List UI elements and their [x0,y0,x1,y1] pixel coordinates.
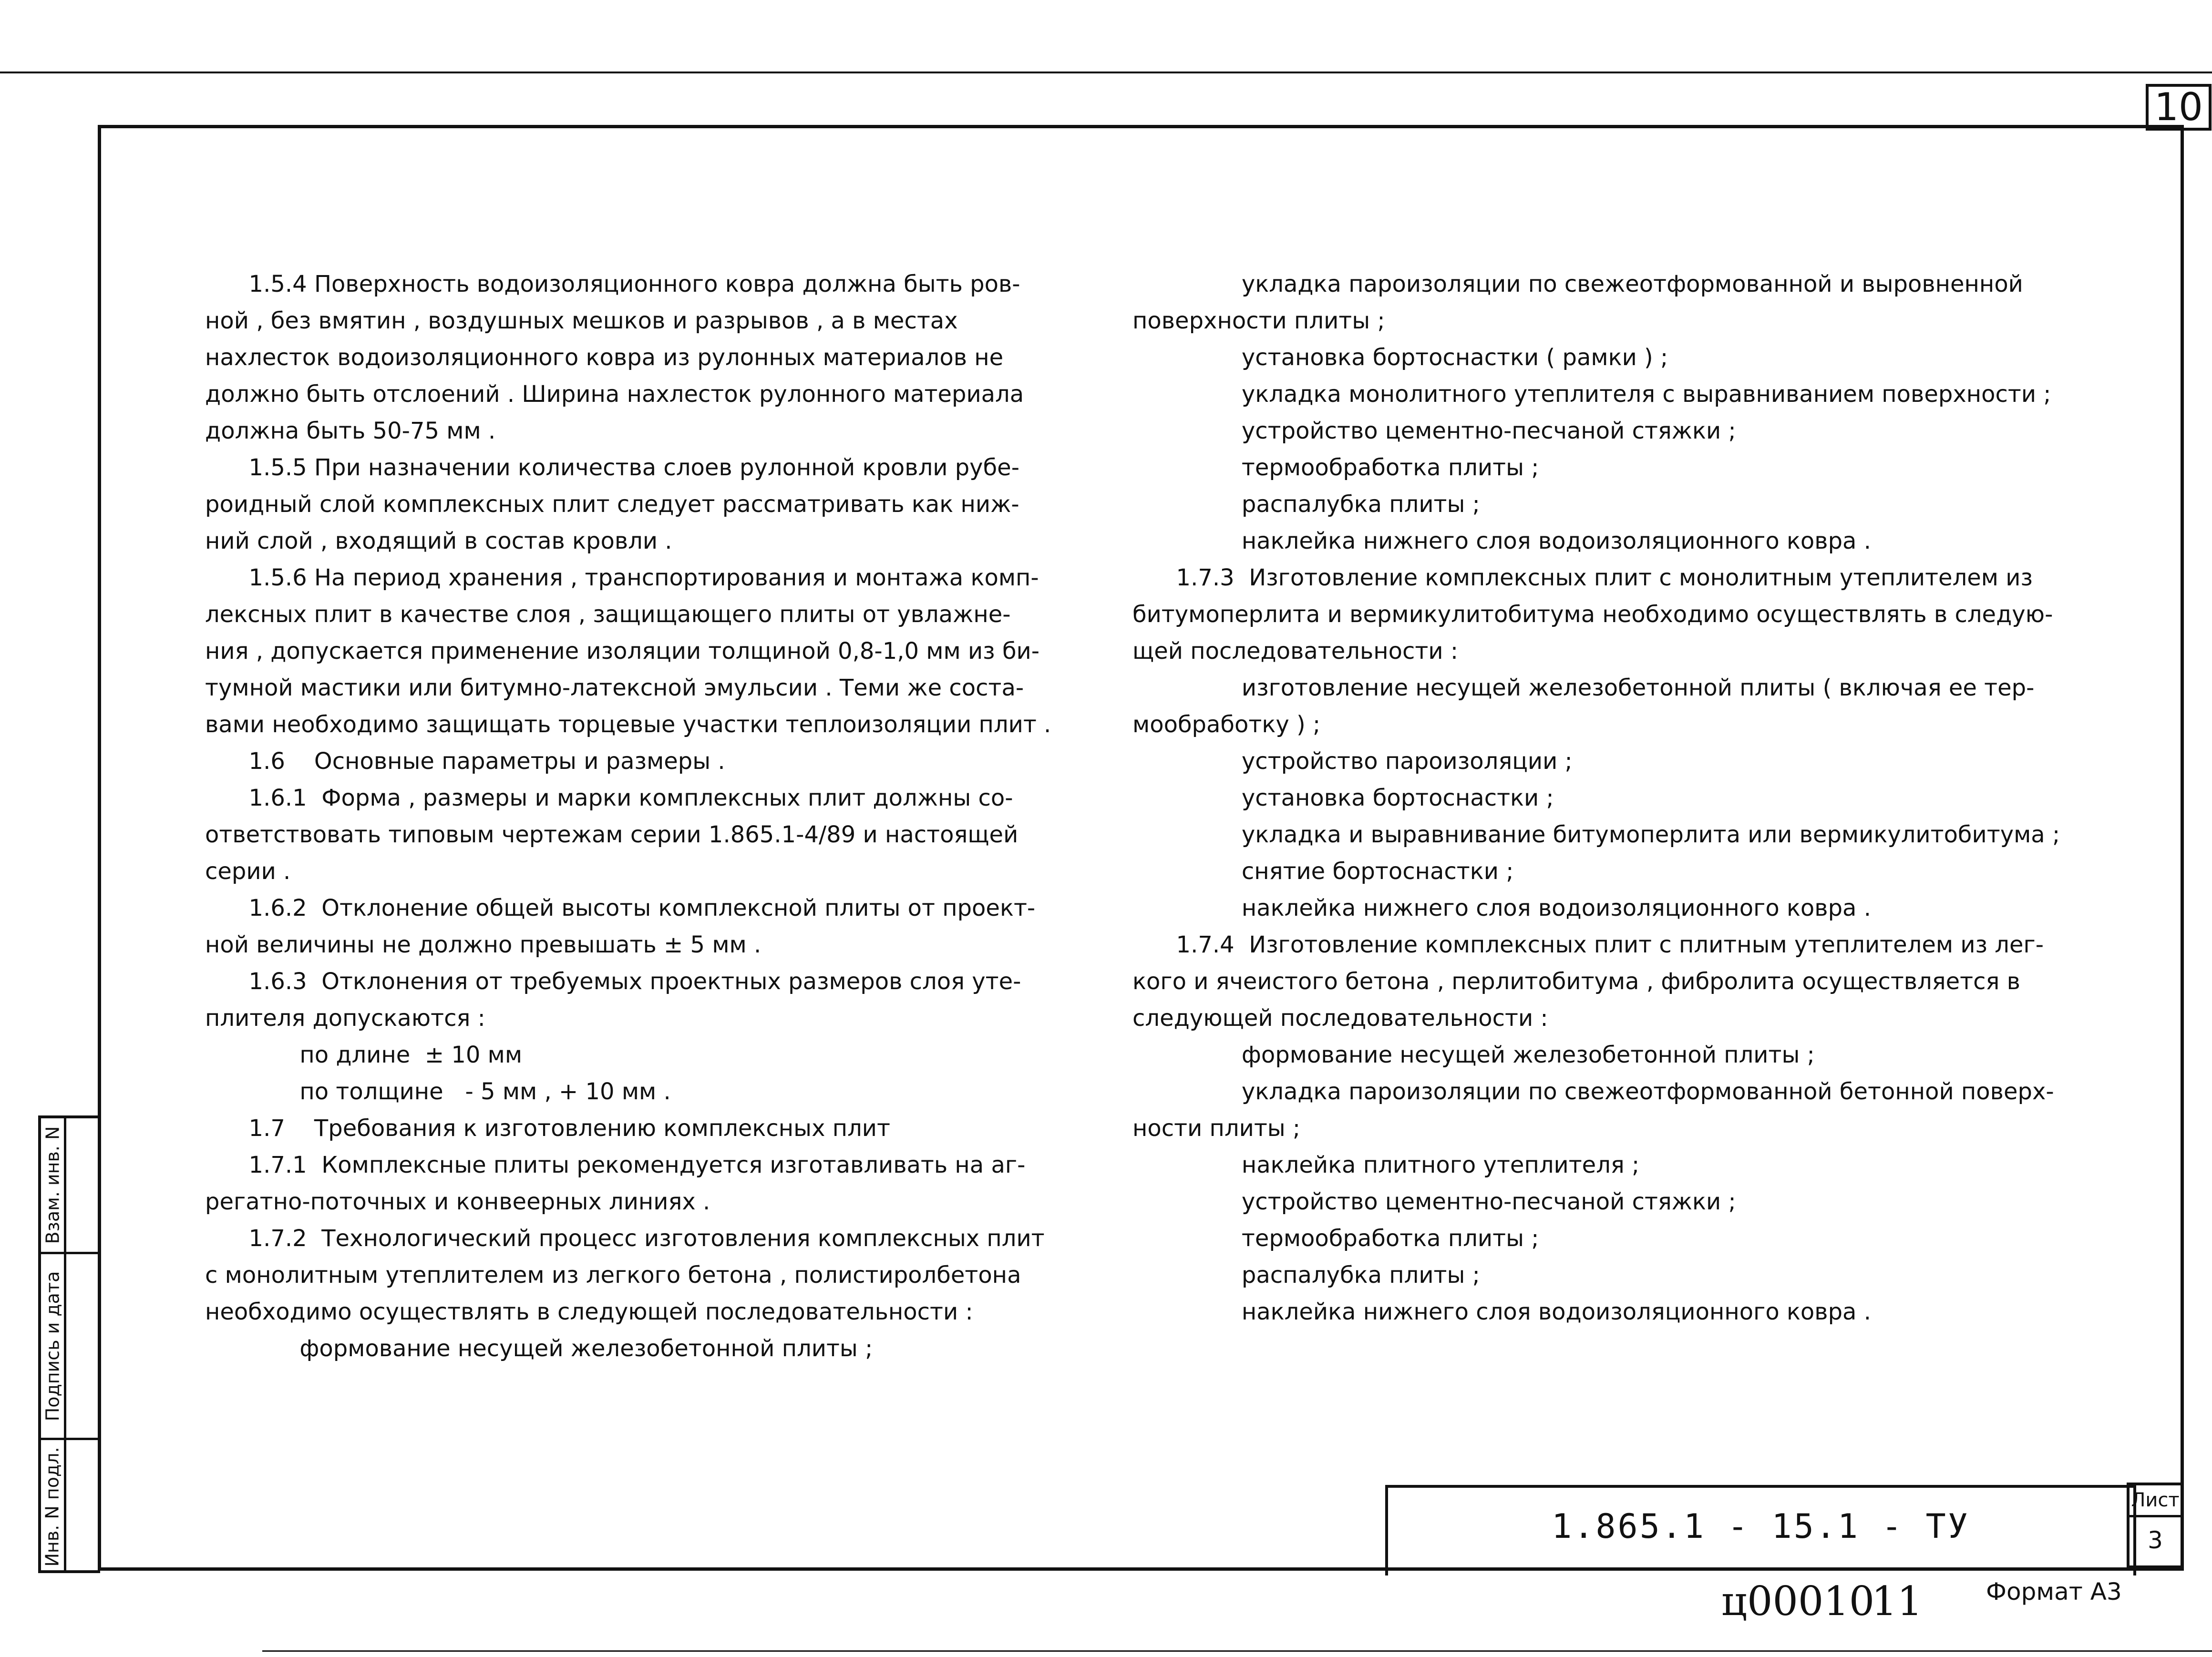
text-line: ний слой , входящий в состав кровли . [205,528,672,554]
text-line: термообработка плиты ; [1132,454,1539,481]
sheet-box [2127,1483,2184,1568]
side-cell-podpis [41,1254,64,1438]
text-line: щей последовательности : [1132,638,1458,665]
bottom-rule [262,1650,2212,1652]
text-line: распалубка плиты ; [1132,491,1480,518]
text-line: 1.7.2 Технологический процесс изготовления комплексных плит [205,1225,1045,1252]
text-line: битумоперлита и вермикулитобитума необходимо осуществлять в следую- [1132,601,2053,628]
text-line: укладка монолитного утеплителя с выравниванием поверхности ; [1132,381,2051,408]
side-cell-inv-podl [41,1440,64,1574]
text-line: 1.7.3 Изготовление комплексных плит с монолитным утеплителем из [1132,564,2033,591]
text-line: установка бортоснастки ( рамки ) ; [1132,344,1668,371]
text-line: ности плиты ; [1132,1115,1301,1142]
side-cell-vzam-inv [41,1118,64,1252]
side-label-podpis: Подпись и дата [42,1271,63,1421]
text-line: поверхности плиты ; [1132,307,1385,334]
side-stamp [38,1115,100,1573]
text-line: с монолитным утеплителем из легкого бетона , полистиролбетона [205,1262,1021,1289]
text-line: должна быть 50-75 мм . [205,418,496,444]
text-line: по длине ± 10 мм [205,1042,523,1068]
text-line: укладка пароизоляции по свежеотформованной и выровненной [1132,271,2023,297]
text-line: 1.6 Основные параметры и размеры . [205,748,725,775]
text-line: тумной мастики или битумно-латексной эмульсии . Теми же соста- [205,675,1024,701]
text-line: распалубка плиты ; [1132,1262,1480,1289]
text-line: мообработку ) ; [1132,711,1321,738]
archive-number: 11 [1872,1578,1923,1625]
side-label-vzam-inv: Взам. инв. N [42,1126,63,1244]
text-line: 1.6.2 Отклонение общей высоты комплексной плиты от проект- [205,895,1036,921]
top-rule [0,72,2212,73]
text-line: ответствовать типовым чертежам серии 1.865.1-4/89 и настоящей [205,821,1019,848]
side-label-inv-podl: Инв. N подл. [42,1447,63,1567]
text-line: плителя допускаются : [205,1005,485,1032]
text-line: ния , допускается применение изоляции толщиной 0,8-1,0 мм из би- [205,638,1040,665]
text-line: 1.7.4 Изготовление комплексных плит с плитным утеплителем из лег- [1132,931,2044,958]
text-line: устройство пароизоляции ; [1132,748,1573,775]
side-stamp-divider [64,1118,66,1570]
document-code: 1.865.1 - 15.1 - ТУ [1552,1507,1970,1546]
text-line: регатно-поточных и конвеерных линиях . [205,1188,710,1215]
sheet-label: Лист [2130,1485,2181,1517]
text-line: ной величины не должно превышать ± 5 мм . [205,931,761,958]
text-line: лексных плит в качестве слоя , защищающего плиты от увлажне- [205,601,1011,628]
sheet-number: 3 [2148,1526,2163,1554]
text-line: кого и ячеистого бетона , перлитобитума , фибролита осуществляется в [1132,968,2020,995]
text-line: укладка пароизоляции по свежеотформованной бетонной поверх- [1132,1078,2054,1105]
text-line: должно быть отслоений . Ширина нахлесток рулонного материала [205,381,1024,408]
text-line: 1.5.5 При назначении количества слоев рулонной кровли рубе- [205,454,1020,481]
format-label: Формат А3 [1986,1578,2122,1606]
text-line: 1.6.1 Форма , размеры и марки комплексных плит должны со- [205,785,1013,811]
page-number: 10 [2146,84,2212,131]
text-line: термообработка плиты ; [1132,1225,1539,1252]
text-line: установка бортоснастки ; [1132,785,1554,811]
text-line: ной , без вмятин , воздушных мешков и разрывов , а в местах [205,307,958,334]
title-block [1385,1485,2136,1575]
text-line: устройство цементно-песчаной стяжки ; [1132,1188,1736,1215]
text-line: 1.5.6 На период хранения , транспортирования и монтажа комп- [205,564,1039,591]
text-line: 1.5.4 Поверхность водоизоляционного ковра должна быть ров- [205,271,1020,297]
text-line: нахлесток водоизоляционного ковра из рулонных материалов не [205,344,1004,371]
left-text-column [205,266,1073,1367]
text-line: устройство цементно-песчаной стяжки ; [1132,418,1736,444]
text-line: 1.7.1 Комплексные плиты рекомендуется изготавливать на аг- [205,1152,1026,1178]
text-line: вами необходимо защищать торцевые участки теплоизоляции плит . [205,711,1051,738]
text-line: следующей последовательности : [1132,1005,1548,1032]
right-text-column [1132,266,2124,1330]
text-line: изготовление несущей железобетонной плиты ( включая ее тер- [1132,675,2035,701]
text-line: 1.6.3 Отклонения от требуемых проектных размеров слоя уте- [205,968,1021,995]
text-line: формование несущей железобетонной плиты ; [205,1335,873,1362]
archive-code: ц00010 [1721,1578,1875,1625]
text-line: наклейка плитного утеплителя ; [1132,1152,1640,1178]
text-line: формование несущей железобетонной плиты ; [1132,1042,1815,1068]
text-line: наклейка нижнего слоя водоизоляционного ковра . [1132,895,1871,921]
text-line: 1.7 Требования к изготовлению комплексных плит [205,1115,890,1142]
text-line: необходимо осуществлять в следующей последовательности : [205,1299,973,1325]
text-line: укладка и выравнивание битумоперлита или вермикулитобитума ; [1132,821,2060,848]
text-line: по толщине - 5 мм , + 10 мм . [205,1078,671,1105]
text-line: наклейка нижнего слоя водоизоляционного ковра . [1132,528,1871,554]
text-line: наклейка нижнего слоя водоизоляционного ковра . [1132,1299,1871,1325]
text-line: серии . [205,858,291,885]
text-line: снятие бортоснастки ; [1132,858,1514,885]
text-line: роидный слой комплексных плит следует рассматривать как ниж- [205,491,1019,518]
